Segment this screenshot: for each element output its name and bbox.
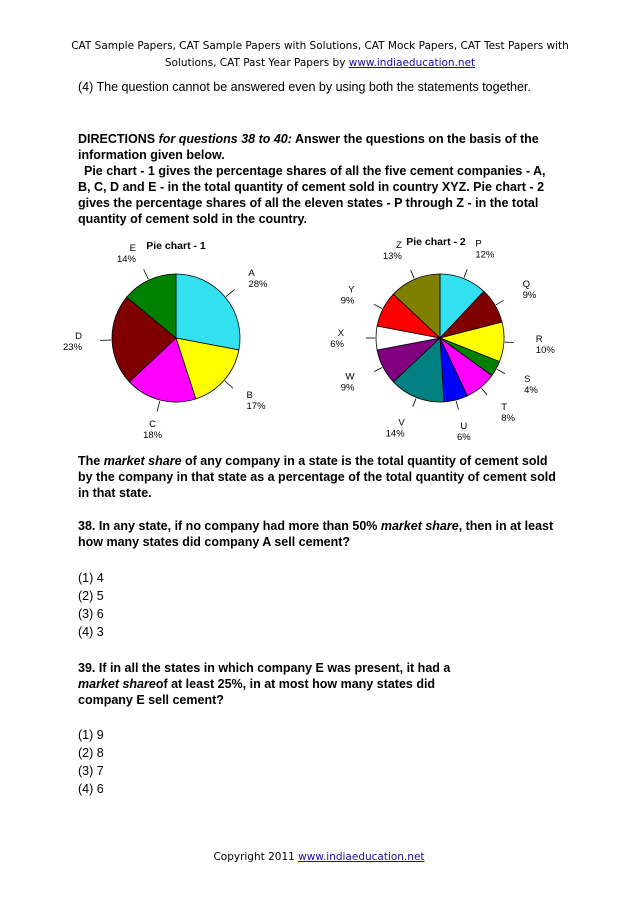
slice-label: D [75,330,83,342]
slice-label: X [337,328,344,339]
leader-line [413,398,416,406]
header-line2-prefix: Solutions, CAT Past Year Papers by [164,57,349,69]
slice-label: B [246,390,253,402]
header-line2 [60,55,580,72]
slice-label: W [345,371,355,383]
option-4-continued: (4) The question cannot be answered even by using both the statements together. [78,80,531,94]
footer-prefix: Copyright 2011 [213,851,299,863]
chart-title: Pie chart - 2 [406,236,466,248]
slice-value-label: 4% [524,385,538,397]
directions-rest: Answer the questions on the basis of the information given below. [78,132,539,162]
directions-label: DIRECTIONS [78,132,156,146]
slice-value-label: 6% [457,431,471,443]
q38-option: (2) 5 [78,589,104,603]
pie-slice-a [176,274,240,350]
q39-option: (2) 8 [78,746,104,760]
slice-value-label: 10% [535,345,555,357]
slice-label: C [149,419,157,431]
slice-value-label: 23% [63,341,83,353]
leader-line [225,381,233,388]
market-share-post: of any company in a state is the total quantity of cement sold by the company in that state as a percentage of the total quantity of cement sold in that state. [78,454,556,500]
q38-option: (1) 4 [78,571,104,585]
slice-value-label: 12% [475,249,495,261]
leader-line [411,270,415,278]
leader-line [481,388,487,395]
slice-label: Z [396,239,402,251]
leader-line [456,401,458,410]
slice-label: Y [348,284,355,296]
slice-value-label: 17% [246,401,266,413]
q38-post: , then in at least how many states did company A sell cement? [78,519,554,549]
leader-line [497,369,505,373]
slice-value-label: 9% [340,295,355,307]
slice-value-label: 9% [522,290,537,302]
slice-label: P [475,238,482,250]
slice-label: V [398,417,405,429]
q38-italic: market share [380,519,459,533]
slice-value-label: 18% [143,430,163,442]
leader-line [157,401,160,412]
market-share-definition [78,453,558,501]
market-share-pre: The [78,454,104,468]
slice-value-label: 9% [340,382,355,394]
header-link[interactable]: www.indiaeducation.net [348,57,476,69]
q39-pre: 39. If in all the states in which company E was present, it had a [78,661,451,675]
q39-italic: market share [78,677,156,691]
slice-value-label: 28% [248,279,268,291]
slice-label: A [248,268,255,280]
leader-line [505,342,514,343]
leader-line [226,290,234,297]
leader-line [496,300,504,305]
slice-label: S [524,374,531,386]
header-line1: CAT Sample Papers, CAT Sample Papers with Solutions, CAT Mock Papers, CAT Test Papers with [71,40,569,52]
slice-label: R [535,334,543,346]
slice-label: T [501,401,508,413]
directions-italic: for questions 38 to 40: [155,132,292,146]
question-39 [78,660,478,708]
slice-value-label: 13% [382,250,402,262]
market-share-italic: market share [103,454,182,468]
slice-label: E [129,242,136,254]
slice-value-label: 14% [385,428,405,440]
pie-charts [63,232,570,443]
q38-option: (3) 6 [78,607,104,621]
q39-post: of at least 25%, in at most how many states did company E sell cement? [78,677,436,707]
pie-charts-svg [63,232,570,443]
leader-line [144,269,149,279]
page-footer [0,851,638,863]
q39-option: (3) 7 [78,764,104,778]
slice-label: U [460,420,468,432]
directions-paragraph: Pie chart - 1 gives the percentage shares of all the five cement companies - A, B, C, D and E - in the total quantity of cement sold in country XYZ. Pie chart - 2 gives the percentage shares of all the eleven states - P through Z - in the total quantity of cement sold in the country. [78,164,546,226]
leader-line [374,368,382,372]
q39-option: (1) 9 [78,728,104,742]
leader-line [374,304,382,308]
slice-label: Q [522,279,531,291]
question-38 [78,518,558,550]
q39-option: (4) 6 [78,782,104,796]
slice-value-label: 6% [330,339,344,350]
q38-option: (4) 3 [78,625,104,639]
leader-line [464,269,467,277]
q38-pre: 38. In any state, if no company had more than 50% [78,519,381,533]
chart-title: Pie chart - 1 [146,240,206,252]
slice-value-label: 14% [116,253,136,265]
directions [78,131,558,163]
page-header [60,38,580,72]
slice-value-label: 8% [501,412,515,424]
footer-link[interactable]: www.indiaeducation.net [298,851,425,863]
